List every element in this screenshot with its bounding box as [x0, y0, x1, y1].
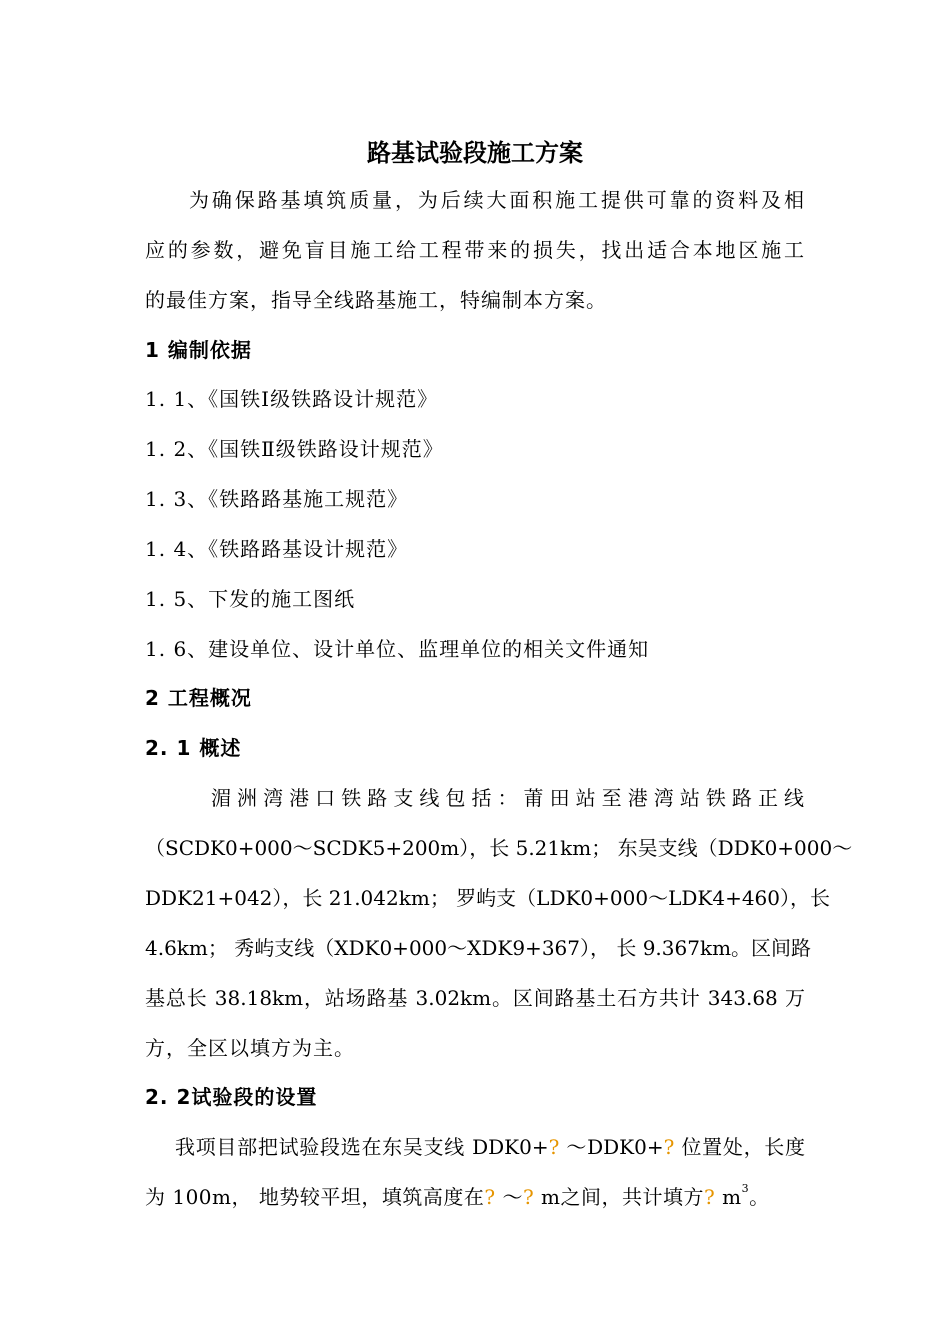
trial-text-c: 位置处，长度 [674, 1135, 806, 1159]
section-2-heading: 2 工程概况 [145, 686, 252, 710]
trial-text-b: ～ [495, 1185, 523, 1209]
section-2-1-heading: 2. 1 概述 [145, 736, 242, 760]
overview-line-6: 方，全区以填方为主。 [145, 1036, 355, 1060]
intro-line-3: 的最佳方案，指导全线路基施工，特编制本方案。 [145, 288, 607, 312]
placeholder-mark: ? [522, 1185, 535, 1209]
overview-line-3: DDK21+042），长 21.042km； 罗屿支（LDK0+000～LDK4+460），长 [145, 886, 830, 910]
trial-section-line-2 [145, 1179, 805, 1215]
section-2-2-heading: 2. 2试验段的设置 [145, 1085, 318, 1109]
trial-text-e: 。 [749, 1185, 770, 1209]
intro-line-2: 应的参数，避免盲目施工给工程带来的损失，找出适合本地区施工 [145, 238, 805, 262]
overview-line-1: 湄洲湾港口铁路支线包括：莆田站至港湾站铁路正线 [211, 786, 805, 810]
trial-text-c: m之间，共计填方 [534, 1185, 705, 1209]
document-title: 路基试验段施工方案 [367, 139, 583, 167]
trial-text-b: ～DDK0+ [559, 1135, 664, 1159]
trial-section-line-1 [145, 1129, 805, 1165]
placeholder-mark: ? [484, 1185, 496, 1209]
section-1-item-4: 1. 4、《铁路路基设计规范》 [145, 537, 409, 561]
placeholder-mark: ? [704, 1185, 716, 1209]
section-1-item-3: 1. 3、《铁路路基施工规范》 [145, 487, 409, 511]
section-1-item-6: 1. 6、建设单位、设计单位、监理单位的相关文件通知 [145, 637, 650, 661]
placeholder-mark: ? [663, 1135, 675, 1159]
overview-line-5: 基总长 38.18km，站场路基 3.02km。区间路基土石方共计 343.68 万 [145, 986, 805, 1010]
section-1-item-1: 1. 1、《国铁Ⅰ级铁路设计规范》 [145, 387, 439, 411]
intro-line-1: 为确保路基填筑质量，为后续大面积施工提供可靠的资料及相 [189, 188, 805, 212]
placeholder-mark: ? [548, 1135, 560, 1159]
superscript-3: 3 [741, 1182, 750, 1195]
trial-text-a: 为 100m， 地势较平坦，填筑高度在 [145, 1185, 485, 1209]
section-1-item-2: 1. 2、《国铁Ⅱ级铁路设计规范》 [145, 437, 444, 461]
trial-text-a: 我项目部把试验段选在东吴支线 DDK0+ [175, 1135, 549, 1159]
overview-line-2: （SCDK0+000～SCDK5+200m），长 5.21km； 东吴支线（DDK0+000～ [145, 836, 853, 860]
section-1-item-5: 1. 5、下发的施工图纸 [145, 587, 356, 611]
section-1-heading: 1 编制依据 [145, 338, 252, 362]
trial-text-d: m [715, 1185, 742, 1209]
overview-line-4: 4.6km； 秀屿支线（XDK0+000～XDK9+367）， 长 9.367km。区间路 [145, 936, 812, 960]
